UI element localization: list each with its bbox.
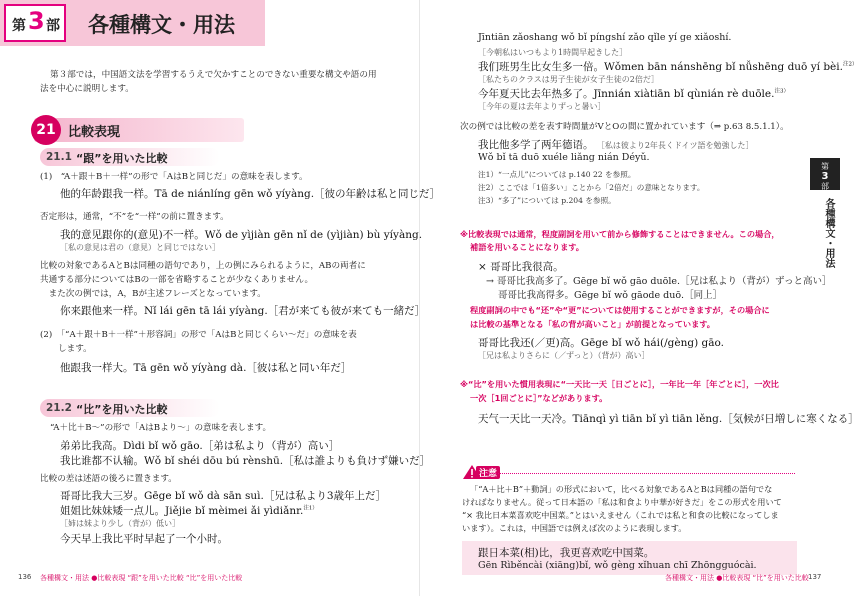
subsection-2-number: 21.2	[46, 402, 72, 414]
right-footer-text: 各種構文・用法 ●比較表現 “比”を用いた比較	[665, 574, 809, 582]
example-4: 他跟我一样大。Tā gēn wǒ yíyàng dà.［彼は私と同い年だ］	[60, 362, 352, 374]
rule-2-line-1: (2) 「“A＋跟＋B＋一样”＋形容詞」の形で「AはBと同じくらい～だ」の意味を表	[40, 330, 357, 340]
side-tab-number: 3	[821, 171, 829, 182]
example-5: 弟弟比我高。Dìdi bǐ wǒ gāo.［弟は私より（背が）高い］	[60, 440, 340, 452]
right-page-number: 137	[808, 573, 822, 581]
part-number: 3	[28, 7, 45, 35]
footnote-mark-2: 注2）	[842, 61, 858, 68]
r-example-2-gloss: ［私たちのクラスは男子生徒が女子生徒の2倍だ］	[478, 75, 659, 84]
part-number-box	[4, 4, 66, 42]
pink-note-1-line-1: ※比較表現では通常，程度副詞を用いて前から修飾することはできません。この場合，	[460, 229, 780, 239]
section-title: 比較表現	[68, 125, 121, 140]
warning-label: 注意	[476, 466, 500, 479]
r-example-1-gloss: ［今朝私はいつもより1時間早起きした］	[478, 48, 628, 57]
pink-note-2-line-2: は比較の基準となる「私の背が高いこと」が前提となっています。	[470, 319, 715, 329]
order-note: 比較の差は述語の後ろに置きます。	[40, 474, 177, 484]
r-paragraph-1: 次の例では比較の差を表す時間量がVとOの間に置かれています（⇒ p.63 8.5.1.1）。	[460, 122, 789, 132]
paragraph-line-2: 共通する部分についてはBの一部を省略することが少なくありません。	[40, 275, 314, 285]
warning-divider	[485, 473, 795, 474]
warning-line-1: 「“A＋比＋B”＋動詞」の形式において，比べる対象であるAとBは同種の語句でな	[470, 484, 773, 494]
r-wrong-example: × 哥哥比我很高。	[478, 261, 564, 273]
side-tab[interactable]	[810, 158, 840, 190]
warning-line-2: ければなりません。従って日本語の「私は和食より中華が好きだ」をこの形式を用いて	[462, 497, 782, 507]
pink-note-1-line-2: 補語を用いることになります。	[470, 242, 584, 252]
box-example-pinyin: Gēn Rìběncài (xiāng)bǐ, wǒ gèng xǐhuan chī Zhōngguócài.	[478, 560, 757, 571]
r-example-1-pinyin: Jīntiān zǎoshang wǒ bǐ píngshí zǎo qǐle yí ge xiǎoshí.	[478, 32, 732, 43]
r-example-4-pinyin: Wǒ bǐ tā duō xuéle liǎng nián Déyǔ.	[478, 152, 650, 163]
r-example-3-gloss: ［今年の夏は去年よりずっと暑い］	[478, 102, 606, 111]
r-example-4-gloss: ［私は彼より2年長くドイツ語を勉強した］	[596, 141, 754, 150]
part-suffix: 部	[46, 18, 60, 34]
r-example-2: 我们班男生比女生多一倍。Wǒmen bān nánshēng bǐ nǚshēng duō yí bèi.$^{注2)}$	[478, 61, 858, 73]
footnote-mark-3: 注3）	[774, 88, 789, 95]
warning-line-4: います）。これは，中国語では例えば次のように表現します。	[462, 523, 687, 533]
pink-note-3-line-1: ※“比”を用いた慣用表現に“一天比一天［日ごとに］，一年比一年［年ごとに］，一次比	[460, 379, 779, 389]
paragraph-line-3: また次の例では，A，Bが主述フレーズとなっています。	[40, 289, 266, 299]
r-correct-example-2: 哥哥比我高得多。Gēge bǐ wǒ gāode duō.［同上］	[498, 290, 723, 301]
footnote-3: 注3）“多了”については p.204 を参照。	[478, 196, 616, 205]
r-example-5: 哥哥比我还(／更)高。Gēge bǐ wǒ hái(/gèng) gāo.	[478, 337, 724, 349]
intro-line-1: 第３部では，中国語文法を学習するうえで欠かすことのできない重要な構文や語の用	[50, 70, 377, 80]
side-tab-top: 第	[821, 162, 829, 171]
example-8-gloss: ［姉は妹より少し（背が）低い］	[60, 519, 180, 528]
footnote-2: 注2）ここでは「1倍多い」ことから「2倍だ」の意味となります。	[478, 183, 705, 192]
paragraph-line-1: 比較の対象であるAとBは同種の語句であり，上の例にみられるように，ABの両者に	[40, 261, 366, 271]
r-correct-example-1: → 哥哥比我高多了。Gēge bǐ wǒ gāo duōle.［兄は私より（背が）ずっと高い］	[486, 276, 832, 287]
part-prefix: 第	[12, 18, 26, 34]
pink-note-3-line-2: 一次［1回ごとに］”などがあります。	[470, 393, 608, 403]
subsection-2-title: “比”を用いた比較	[76, 403, 168, 416]
side-label: 各種構文・用法	[823, 198, 834, 268]
example-9: 今天早上我比平时早起了一个小时。	[60, 533, 228, 545]
pink-note-2-line-1: 程度副詞の中でも“还”や“更”については使用することができますが，その場合に	[470, 305, 770, 315]
example-3: 你来跟他来一样。Nǐ lái gēn tā lái yíyàng.［君が来ても彼が来ても一緒だ］	[60, 305, 426, 317]
section-number: 21	[31, 115, 61, 145]
example-2-gloss: ［私の意見は君の（意見）と同じではない］	[60, 243, 220, 252]
example-8: 姐姐比妹妹矮一点儿。Jiějie bǐ mèimei ǎi yìdiǎnr.$^{注1)}$	[60, 505, 318, 517]
r-example-3: 今年夏天比去年热多了。Jīnnián xiàtiān bǐ qùnián rè duōle.$^{注3)}$	[478, 88, 789, 100]
footnote-1: 注1）“一点儿”については p.140 22 を参照。	[478, 170, 636, 179]
subsection-1-title: “跟”を用いた比較	[76, 152, 168, 165]
rule-2-line-2: します。	[58, 344, 92, 354]
side-tab-bottom: 部	[821, 182, 829, 191]
subsection-1-number: 21.1	[46, 151, 72, 163]
part-title: 各種構文・用法	[88, 13, 235, 37]
r-example-4: 我比他多学了两年德语。 ［私は彼より2年長くドイツ語を勉強した］	[478, 139, 754, 151]
warning-line-3: “× 我比日本菜喜欢吃中国菜。”とはいえません（これでは私と和食の比較になってしま	[462, 510, 779, 520]
section-title-bar	[34, 118, 244, 142]
r-example-5-gloss: ［兄は私よりさらに（／ずっと）（背が）高い］	[478, 351, 650, 360]
rule-3: “A＋比＋B～”の形で「AはBより～」の意味を表します。	[50, 423, 272, 433]
intro-line-2: 法を中心に説明します。	[40, 84, 134, 94]
rule-1: (1) “A＋跟＋B＋一样”の形で「AはBと同じだ」の意味を表します。	[40, 172, 308, 182]
example-1: 他的年龄跟我一样。Tā de niánlíng gēn wǒ yíyàng.［彼の年齢は私と同じだ］	[60, 188, 441, 200]
box-example-hanzi: 跟日本菜(相)比，我更喜欢吃中国菜。	[478, 547, 655, 559]
footnote-mark-1: 注1）	[303, 505, 318, 512]
negation-note: 否定形は，通常，“不”を“一样”の前に置きます。	[40, 212, 229, 222]
example-7: 哥哥比我大三岁。Gēge bǐ wǒ dà sān suì.［兄は私より3歳年上だ］	[60, 490, 387, 502]
r-example-6: 天气一天比一天冷。Tiānqì yì tiān bǐ yì tiān lěng.［気候が日増しに寒くなる］	[478, 413, 859, 425]
example-2: 我的意见跟你的(意见)不一样。Wǒ de yìjiàn gēn nǐ de (yìjiàn) bù yíyàng.	[60, 229, 423, 241]
example-6: 我比谁都不认输。Wǒ bǐ shéi dōu bú rènshū.［私は誰よりも負けず嫌いだ］	[60, 455, 431, 467]
left-footer-text: 各種構文・用法 ●比較表現 “跟”を用いた比較 “比”を用いた比較	[40, 574, 243, 582]
left-page-number: 136	[18, 573, 32, 581]
